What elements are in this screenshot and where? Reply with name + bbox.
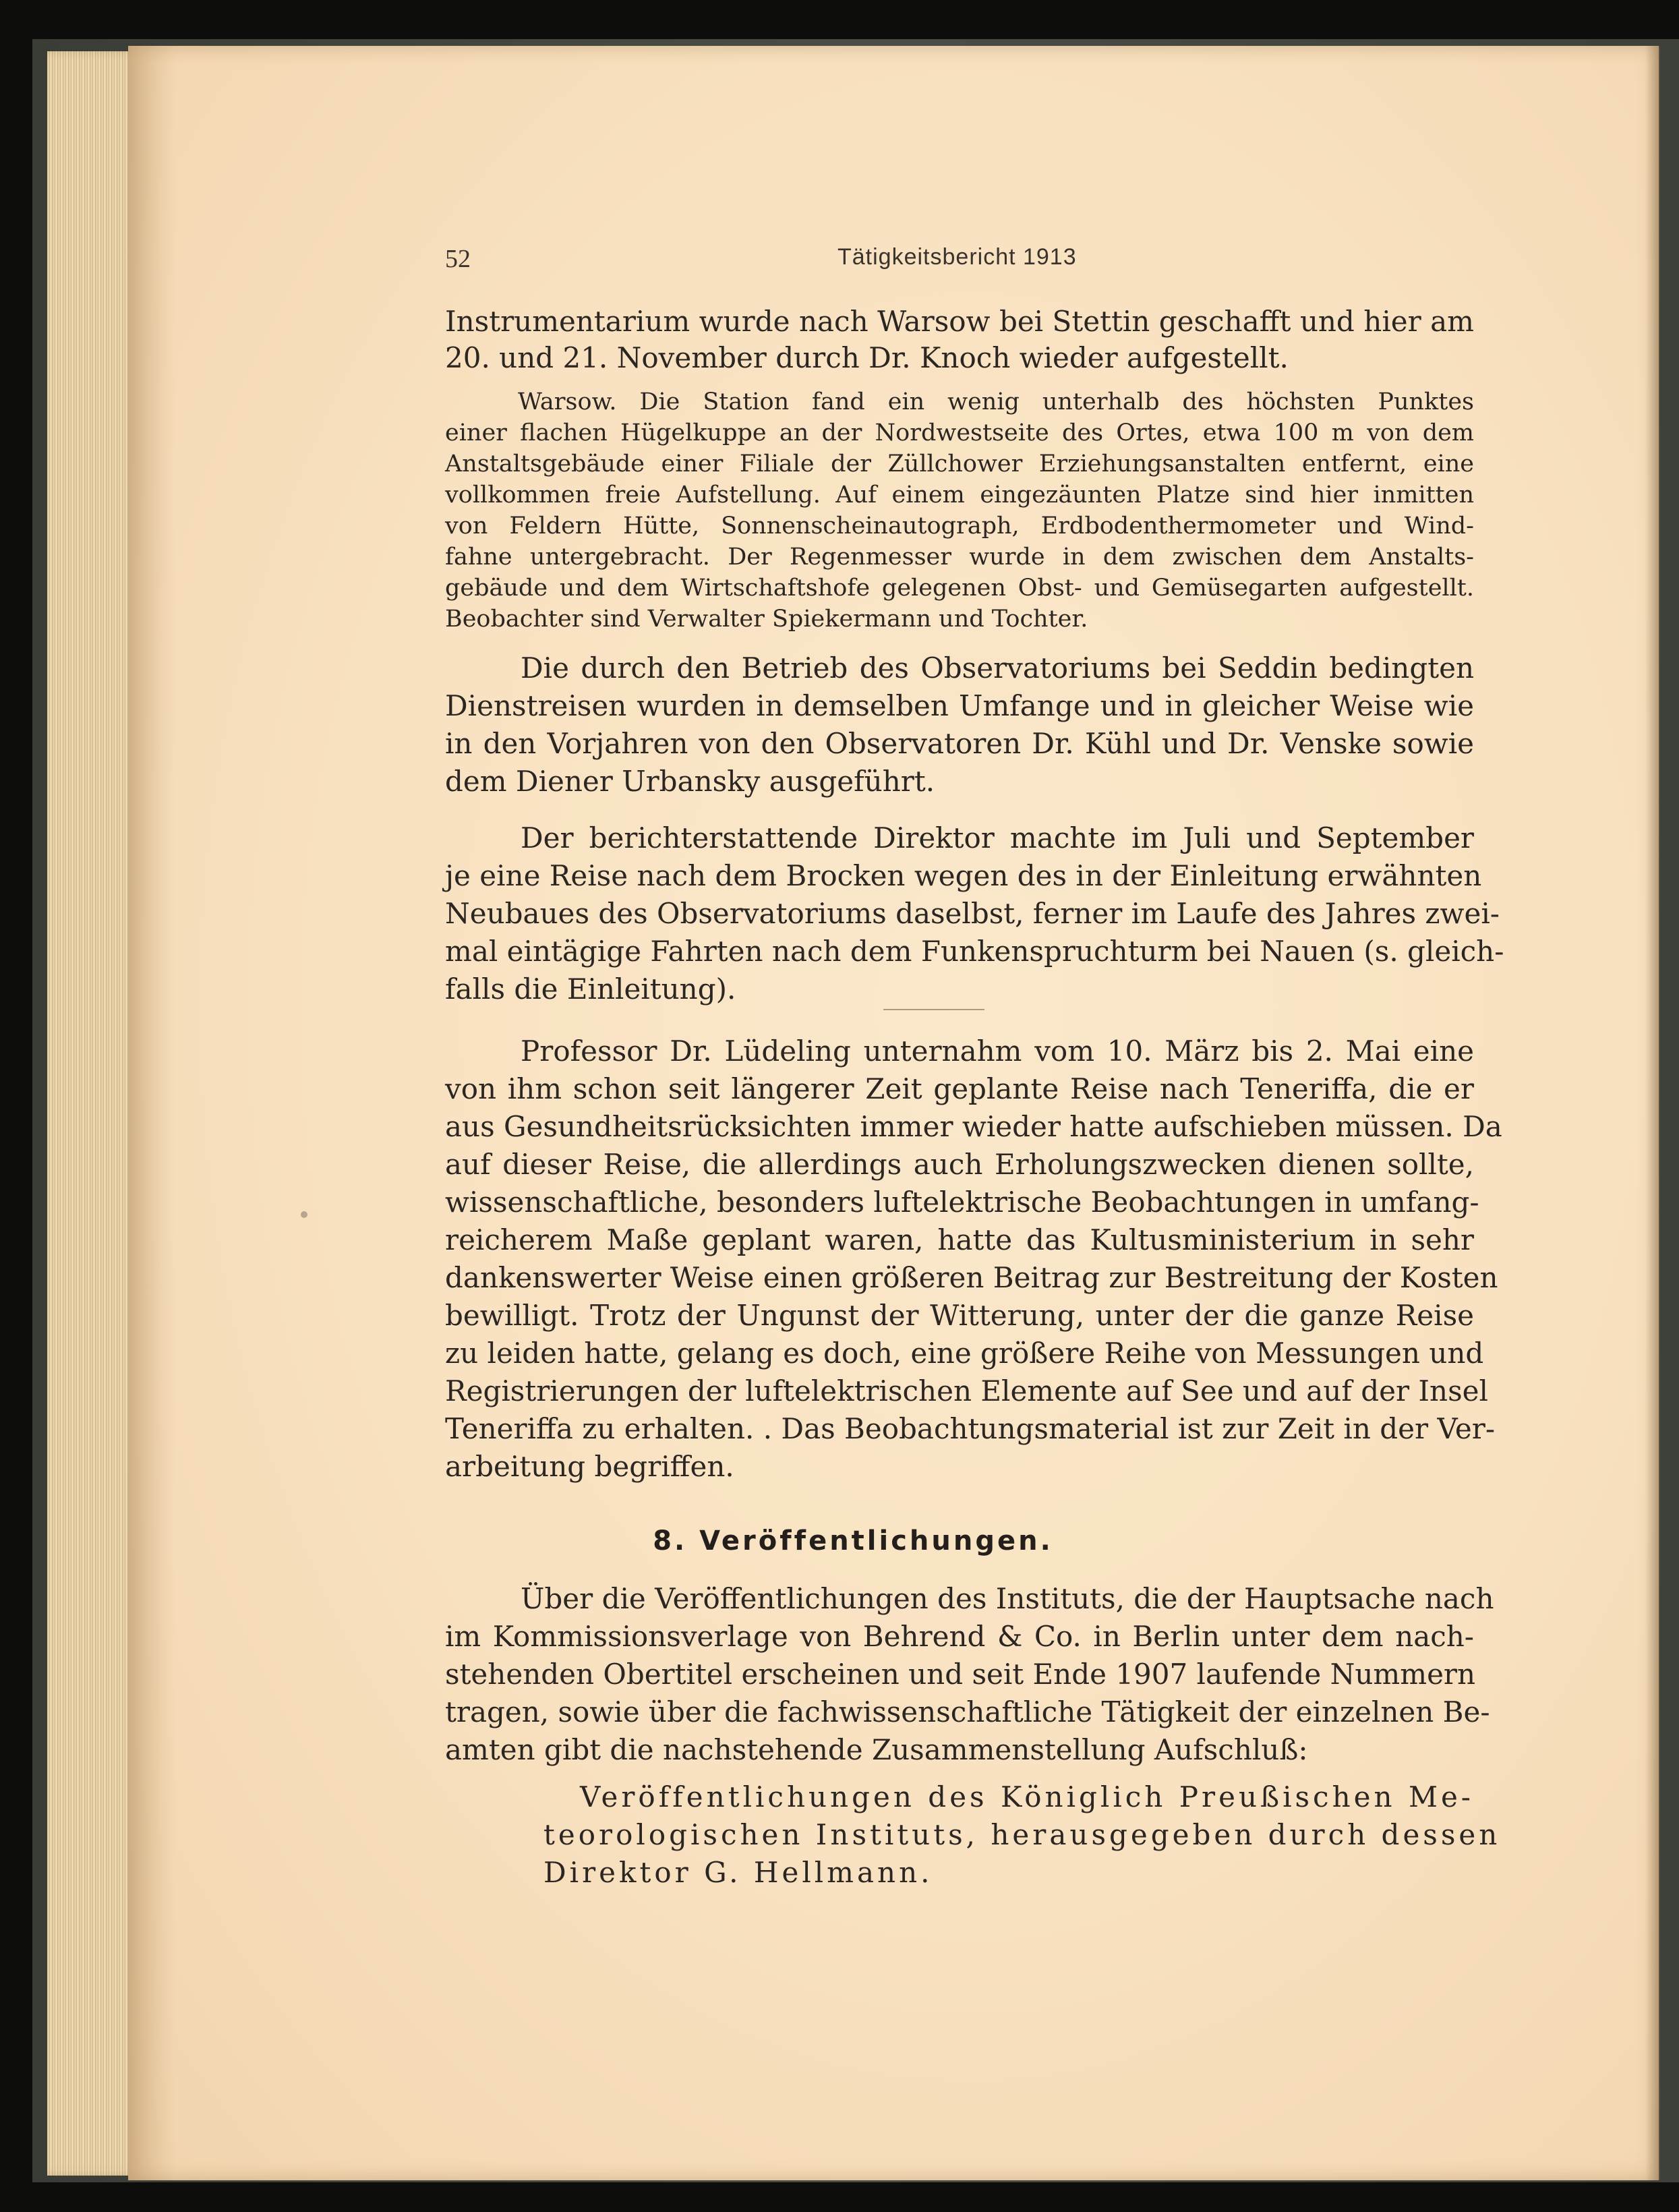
para6-line-4: tragen, sowie über die fachwissenschaftliche Tätigkeit der einzelnen Be- — [445, 1695, 1490, 1728]
para3-line-3: in den Vorjahren von den Observatoren Dr. Kühl und Dr. Venske sowie — [445, 727, 1474, 760]
para2-line-6: fahne untergebracht. Der Regenmesser wurde in dem zwischen dem Anstalts- — [445, 544, 1474, 571]
para6-line-1: Über die Veröffentlichungen des Instituts, die der Hauptsache nach — [521, 1582, 1494, 1615]
para3-line-1: Die durch den Betrieb des Observatoriums bei Seddin bedingten — [521, 651, 1474, 685]
para5-line-12: arbeitung begriffen. — [445, 1450, 734, 1483]
para6-line-5: amten gibt die nachstehende Zusammenstellung Aufschluß: — [445, 1733, 1308, 1766]
para2-line-1: Warsow. Die Station fand ein wenig unterhalb des höchsten Punktes — [518, 388, 1474, 415]
para5-line-1: Professor Dr. Lüdeling unternahm vom 10. März bis 2. Mai eine — [521, 1035, 1474, 1068]
running-title: Tätigkeitsbericht 1913 — [837, 244, 1077, 270]
para1-line-2: 20. und 21. November durch Dr. Knoch wieder aufgestellt. — [445, 341, 1289, 374]
para7-line-2: teorologischen Instituts, herausgegeben durch dessen — [543, 1818, 1501, 1851]
para5-line-4: auf dieser Reise, die allerdings auch Erholungszwecken dienen sollte, — [445, 1148, 1474, 1181]
para2-line-2: einer flachen Hügelkuppe an der Nordwestseite des Ortes, etwa 100 m von dem — [445, 419, 1474, 446]
section-heading: 8. Veröffentlichungen. — [653, 1525, 1053, 1556]
para5-line-6: reicherem Maße geplant waren, hatte das Kultusministerium in sehr — [445, 1223, 1474, 1256]
para4-line-4: mal eintägige Fahrten nach dem Funkenspruchturm bei Nauen (s. gleich- — [445, 935, 1504, 968]
para2-line-4: vollkommen freie Aufstellung. Auf einem eingezäunten Platze sind hier inmitten — [445, 482, 1474, 508]
para4-line-1: Der berichterstattende Direktor machte im Juli und September — [521, 821, 1474, 854]
margin-mark — [301, 1211, 307, 1218]
para2-line-7: gebäude und dem Wirtschaftshofe gelegenen Obst- und Gemüsegarten aufgestellt. — [445, 575, 1474, 602]
section-divider — [883, 1009, 984, 1010]
para5-line-8: bewilligt. Trotz der Ungunst der Witterung, unter der die ganze Reise — [445, 1299, 1474, 1332]
para7-line-3: Direktor G. Hellmann. — [543, 1856, 933, 1889]
para5-line-10: Registrierungen der luftelektrischen Elemente auf See und auf der Insel — [445, 1374, 1488, 1407]
para5-line-5: wissenschaftliche, besonders luftelektrische Beobachtungen in umfang- — [445, 1186, 1479, 1219]
para5-line-2: von ihm schon seit längerer Zeit geplante Reise nach Teneriffa, die er — [445, 1072, 1474, 1105]
para6-line-3: stehenden Obertitel erscheinen und seit Ende 1907 laufende Nummern — [445, 1658, 1476, 1691]
para5-line-11: Teneriffa zu erhalten. . Das Beobachtungsmaterial ist zur Zeit in der Ver- — [445, 1412, 1496, 1445]
para5-line-3: aus Gesundheitsrücksichten immer wieder hatte aufschieben müssen. Da — [445, 1110, 1502, 1143]
page-right-edge — [1645, 46, 1660, 2180]
para4-line-5: falls die Einleitung). — [445, 972, 736, 1006]
para3-line-4: dem Diener Urbansky ausgeführt. — [445, 765, 935, 798]
para2-line-8: Beobachter sind Verwalter Spiekermann und Tochter. — [445, 606, 1088, 633]
para1-line-1: Instrumentarium wurde nach Warsow bei Stettin geschafft und hier am — [445, 305, 1474, 338]
para2-line-5: von Feldern Hütte, Sonnenscheinautograph, Erdbodenthermometer und Wind- — [445, 513, 1474, 540]
para6-line-2: im Kommissionsverlage von Behrend & Co. in Berlin unter dem nach- — [445, 1620, 1474, 1653]
para4-line-2: je eine Reise nach dem Brocken wegen des in der Einleitung erwähnten — [445, 859, 1482, 892]
para3-line-2: Dienstreisen wurden in demselben Umfange und in gleicher Weise wie — [445, 689, 1474, 722]
para2-line-3: Anstaltsgebäude einer Filiale der Züllchower Erziehungsanstalten entfernt, eine — [445, 450, 1474, 477]
spine-shadow — [128, 46, 175, 2180]
para4-line-3: Neubaues des Observatoriums daselbst, ferner im Laufe des Jahres zwei- — [445, 897, 1500, 930]
para5-line-7: dankenswerter Weise einen größeren Beitrag zur Bestreitung der Kosten — [445, 1261, 1498, 1294]
page-number: 52 — [445, 245, 471, 273]
para5-line-9: zu leiden hatte, gelang es doch, eine größere Reihe von Messungen und — [445, 1337, 1484, 1370]
para7-line-1: Veröffentlichungen des Königlich Preußischen Me- — [580, 1780, 1474, 1813]
